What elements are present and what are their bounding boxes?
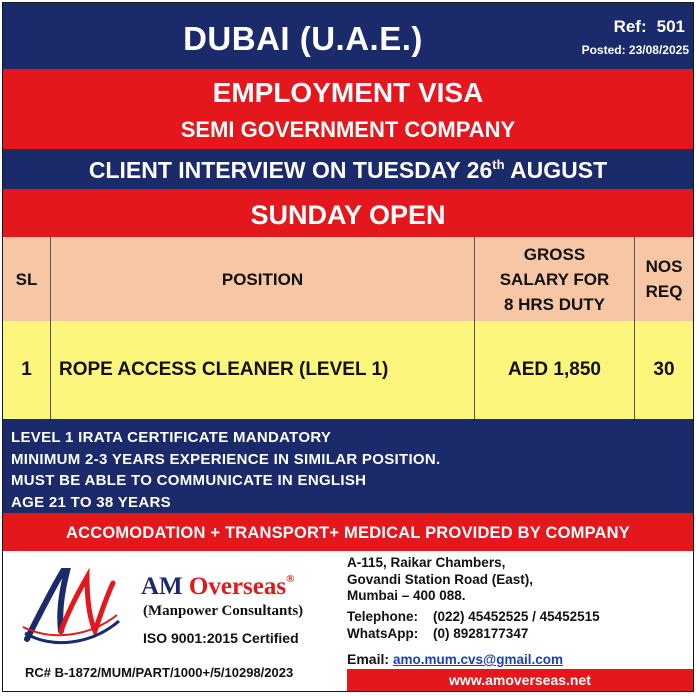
interview-month: AUGUST <box>504 157 608 183</box>
contact-phones <box>347 609 600 642</box>
address-line: A-115, Raikar Chambers, <box>347 555 506 570</box>
requirement-item: AGE 21 TO 38 YEARS <box>11 493 171 511</box>
sunday-banner: SUNDAY OPEN <box>3 189 693 237</box>
ref-label: Ref: <box>613 17 647 36</box>
interview-banner <box>3 149 693 189</box>
header-salary-line2: SALARY FOR <box>499 269 610 289</box>
company-footer <box>3 551 693 691</box>
registration-number: RC# B-1872/MUM/PART/1000+/5/10298/2023 <box>25 665 294 680</box>
ref-number: 501 <box>656 17 685 36</box>
header-nos <box>635 237 693 321</box>
whatsapp-label: WhatsApp: <box>347 625 419 641</box>
visa-type: EMPLOYMENT VISA <box>212 77 484 108</box>
telephone-number: (022) 45452525 / 45452515 <box>433 609 600 624</box>
interview-suffix: th <box>492 157 505 172</box>
registered-mark: ® <box>286 573 295 585</box>
telephone-label: Telephone: <box>347 609 419 624</box>
company-name-overseas: Overseas <box>188 573 287 600</box>
row-salary: AED 1,850 <box>475 321 635 419</box>
benefits-banner: ACCOMODATION + TRANSPORT+ MEDICAL PROVIDED BY COMPANY <box>3 513 693 551</box>
company-type: SEMI GOVERNMENT COMPANY <box>180 117 516 142</box>
header-salary <box>475 237 635 321</box>
reference <box>614 17 685 37</box>
requirement-item: MUST BE ABLE TO COMMUNICATE IN ENGLISH <box>11 472 367 489</box>
location-title: DUBAI (U.A.E.) <box>183 20 423 57</box>
website-link[interactable]: www.amoverseas.net <box>347 669 693 691</box>
header-salary-line1: GROSS <box>523 244 586 264</box>
company-address <box>347 555 533 605</box>
requirement-item: MINIMUM 2-3 YEARS EXPERIENCE IN SIMILAR POSITION. <box>11 450 441 468</box>
company-name <box>141 573 294 601</box>
header-bar <box>3 3 693 69</box>
interview-text: CLIENT INTERVIEW ON TUESDAY 26 <box>88 157 493 183</box>
row-nos: 30 <box>635 321 693 419</box>
requirements-list <box>3 419 693 513</box>
visa-banner <box>3 69 693 149</box>
row-position: ROPE ACCESS CLEANER (LEVEL 1) <box>51 321 475 419</box>
job-poster <box>2 2 694 692</box>
company-tagline: (Manpower Consultants) <box>143 603 304 619</box>
positions-table <box>3 237 693 419</box>
whatsapp-number: (0) 8928177347 <box>433 625 529 641</box>
posted-date: Posted: 23/08/2025 <box>581 43 689 57</box>
email-label: Email: <box>347 651 390 667</box>
address-line: Govandi Station Road (East), <box>347 571 534 587</box>
header-nos-line2: REQ <box>645 282 683 301</box>
header-position: POSITION <box>51 237 475 321</box>
email-link[interactable]: amo.mum.cvs@gmail.com <box>393 652 563 667</box>
header-sl: SL <box>3 237 51 321</box>
contact-email <box>347 651 563 667</box>
row-sl: 1 <box>3 321 51 419</box>
header-salary-line3: 8 HRS DUTY <box>503 294 606 314</box>
requirement-item: LEVEL 1 IRATA CERTIFICATE MANDATORY <box>11 429 332 446</box>
address-line: Mumbai – 400 088. <box>347 588 466 603</box>
header-nos-line1: NOS <box>645 257 683 276</box>
iso-certification: ISO 9001:2015 Certified <box>143 630 299 646</box>
company-name-am: AM <box>141 573 189 600</box>
am-logo-icon <box>21 565 121 647</box>
